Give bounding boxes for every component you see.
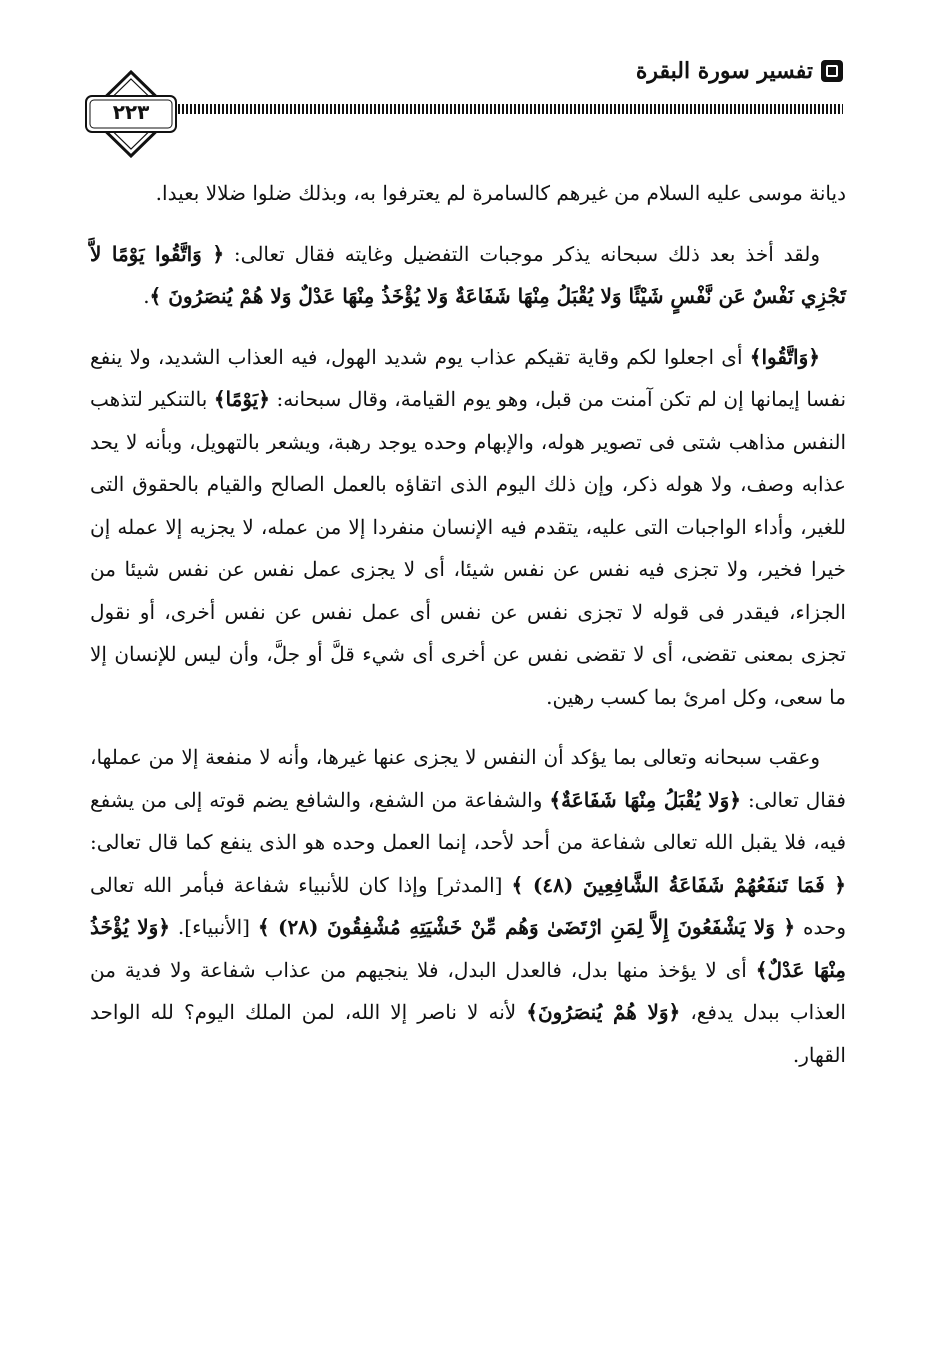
page-number-badge	[84, 70, 178, 158]
surah-reference-anbiya: [الأنبياء].	[170, 915, 258, 939]
running-title	[636, 58, 843, 84]
p4-text-d: أى لا يؤخذ منها بدل، فالعدل البدل، فلا ينجيهم من عذاب شفاعة ولا فدية من العذاب ببدل يدفع،	[90, 957, 846, 1024]
p2-intro: ولقد أخذ بعد ذلك سبحانه يذكر موجبات التفضيل وغايته فقال تعالى:	[224, 241, 820, 266]
p4-text-a: وعقب سبحانه وتعالى بما يؤكد أن النفس لا يجزى عنها غيرها، وأنه لا منفعة إلا من عملها، فقال تعالى:	[90, 745, 846, 812]
quran-word-yawman: ﴿يَوْمًا﴾	[213, 387, 270, 411]
quran-word-ittaqu: ﴿وَاتَّقُوا﴾	[749, 344, 820, 369]
page-body	[90, 172, 846, 1076]
quran-phrase-adl: ﴿وَلا يُؤْخَذُ مِنْهَا عَدْلٌ﴾	[90, 915, 846, 982]
paragraph-4	[90, 736, 846, 1076]
quran-phrase-shafaa: ﴿وَلا يُقْبَلُ مِنْهَا شَفَاعَةٌ﴾	[549, 787, 742, 812]
quran-phrase-yunsarun: ﴿وَلا هُمْ يُنصَرُونَ﴾	[526, 1000, 681, 1024]
p3-text-b: بالتنكير لتذهب النفس مذاهب شتى فى تصوير هوله، والإبهام وحده يوجد رهبة، ويشعر بالتهويل، وبأنه لا يحد عذابه وصف، ولا هوله ذكر، وإن ذلك اليوم الذى اتقاؤه بالعمل الصالح والقيام بالحقوق التى للغير، وأداء الواجبات التى عليه، يتقدم فيه الإنسان منفردا إلا من عمله، لا يجزيه إلا عمله إن خيرا فخير، ولا تجزى فيه نفس عن نفس شيئا، أى لا يجزى عمل نفس عن نفس شيئا من الجزاء، فيقدر فى قوله لا تجزى نفس عن نفس أى عمل نفس عن نفس أخرى، أو نقول تجزى بمعنى تقضى، أى لا تقضى نفس عن أخرى أى شيء قلَّ أو جلَّ، وأن ليس للإنسان إلا ما سعى، وكل امرئ بما كسب رهين.	[90, 387, 846, 709]
running-title-text: تفسير سورة البقرة	[635, 58, 813, 84]
p4-text-c: وإذا كان للأنبياء شفاعة فبأمر الله تعالى وحده	[90, 872, 846, 939]
quran-verse-baqarah-48: ﴿ وَاتَّقُوا يَوْمًا لاَّ تَجْزِي نَفْسٌ عَن نَّفْسٍ شَيْئًا وَلا يُقْبَلُ مِنْهَا شَفَاعَةٌ وَلا يُؤْخَذُ مِنْهَا عَدْلٌ وَلا هُمْ يُنصَرُونَ ﴾	[90, 241, 846, 308]
ornament-icon	[821, 60, 843, 82]
quran-verse-muddathir-48: ﴿ فَمَا تَنفَعُهُمْ شَفَاعَةُ الشَّافِعِينَ (٤٨) ﴾	[511, 872, 846, 897]
paragraph-1: ديانة موسى عليه السلام من غيرهم كالسامرة لم يعترفوا به، وبذلك ضلوا ضلالا بعيدا.	[155, 181, 846, 205]
p3-text-a: أى اجعلوا لكم وقاية تقيكم عذاب يوم شديد الهول، فيه العذاب الشديد، ولا ينفع نفسا إيمانها إن لم تكن آمنت من قبل، وهو يوم القيامة، وقال سبحانه:	[90, 344, 847, 411]
surah-reference-muddathir: [المدثر]	[427, 872, 512, 897]
p2-end: .	[143, 284, 150, 308]
header-rule	[150, 104, 843, 114]
page-number: ٢٢٣	[112, 100, 150, 124]
p4-text-e: لأنه لا ناصر إلا الله، لمن الملك اليوم؟ لله الواحد القهار.	[90, 1000, 846, 1067]
paragraph-2	[90, 233, 846, 318]
paragraph-3	[90, 336, 846, 719]
p4-text-b: والشفاعة من الشفع، والشافع يضم قوته إلى من يشفع فيه، فلا يقبل الله تعالى شفاعة من أحد لأحد، إنما العمل وحده هو الذى ينفع كما قال تعالى:	[90, 787, 846, 854]
quran-verse-anbiya-28: ﴿ وَلا يَشْفَعُونَ إِلاَّ لِمَنِ ارْتَضَىٰ وَهُم مِّنْ خَشْيَتِهِ مُشْفِقُونَ (٢٨) ﴾	[257, 915, 796, 939]
